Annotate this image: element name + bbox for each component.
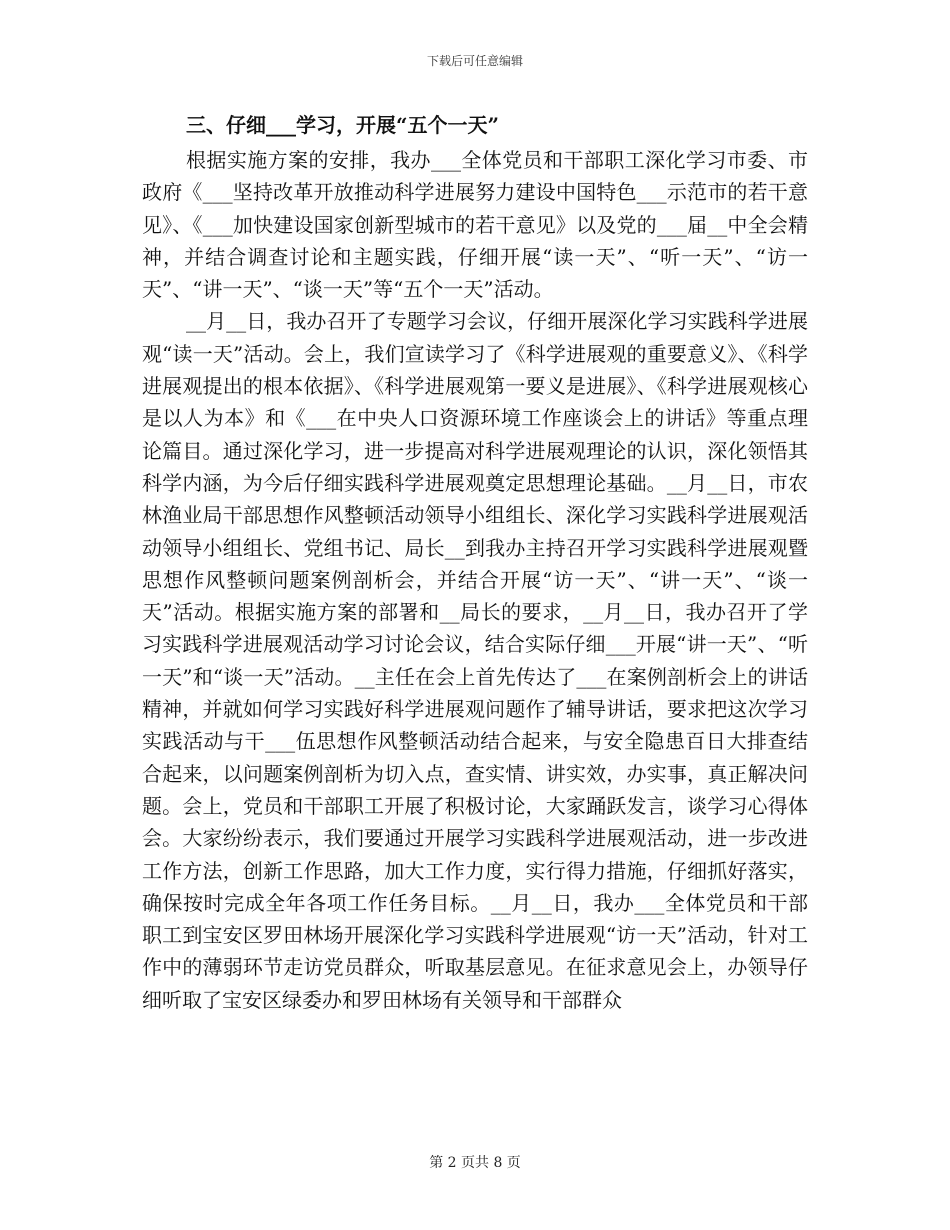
page-number-footer: 第 2 页共 8 页	[429, 1155, 521, 1171]
document-body	[142, 108, 808, 1016]
paragraph-activities-detail: __月__日，我办召开了专题学习会议，仔细开展深化学习实践科学进展观“读一天”活动。会上，我们宣读学习了《科学进展观的重要意义》、《科学进展观提出的根本依据》、《科学进展观第一要义是进展》、《科学进展观核心是以人为本》和《___在中央人口资源环境工作座谈会上的讲话》等重点理论篇目。通过深化学习，进一步提高对科学进展观理论的认识，深化领悟其科学内涵，为今后仔细实践科学进展观奠定思想理论基础。__月__日，市农林渔业局干部思想作风整顿活动领导小组组长、深化学习实践科学进展观活动领导小组组长、党组书记、局长__到我办主持召开学习实践科学进展观暨思想作风整顿问题案例剖析会，并结合开展“访一天”、“讲一天”、“谈一天”活动。根据实施方案的部署和__局长的要求，__月__日，我办召开了学习实践科学进展观活动学习讨论会议，结合实际仔细___开展“讲一天”、“听一天”和“谈一天”活动。__主任在会上首先传达了___在案例剖析会上的讲话精神，并就如何学习实践好科学进展观问题作了辅导讲话，要求把这次学习实践活动与干___伍思想作风整顿活动结合起来，与安全隐患百日大排查结合起来，以问题案例剖析为切入点，查实情、讲实效，办实事，真正解决问题。会上，党员和干部职工开展了积极讨论，大家踊跃发言，谈学习心得体会。大家纷纷表示，我们要通过开展学习实践科学进展观活动，进一步改进工作方法，创新工作思路，加大工作力度，实行得力措施，仔细抓好落实，确保按时完成全年各项工作任务目标。__月__日，我办___全体党员和干部职工到宝安区罗田林场开展深化学习实践科学进展观“访一天”活动，针对工作中的薄弱环节走访党员群众，听取基层意见。在征求意见会上，办领导仔细听取了宝安区绿委办和罗田林场有关领导和干部群众	[142, 309, 808, 1012]
section-heading: 三、仔细___学习，开展“五个一天”	[186, 113, 500, 137]
paragraph-five-days-intro: 根据实施方案的安排，我办___全体党员和干部职工深化学习市委、市政府《___坚持改革开放推动科学进展努力建设中国特色___示范市的若干意见》、《___加快建设国家创新型城市的若干意见》以及党的___届__中全会精神，并结合调查讨论和主题实践，仔细开展“读一天”、“听一天”、“访一天”、“讲一天”、“谈一天”等“五个一天”活动。	[142, 148, 808, 302]
header-note: 下载后可任意编辑	[426, 54, 523, 68]
